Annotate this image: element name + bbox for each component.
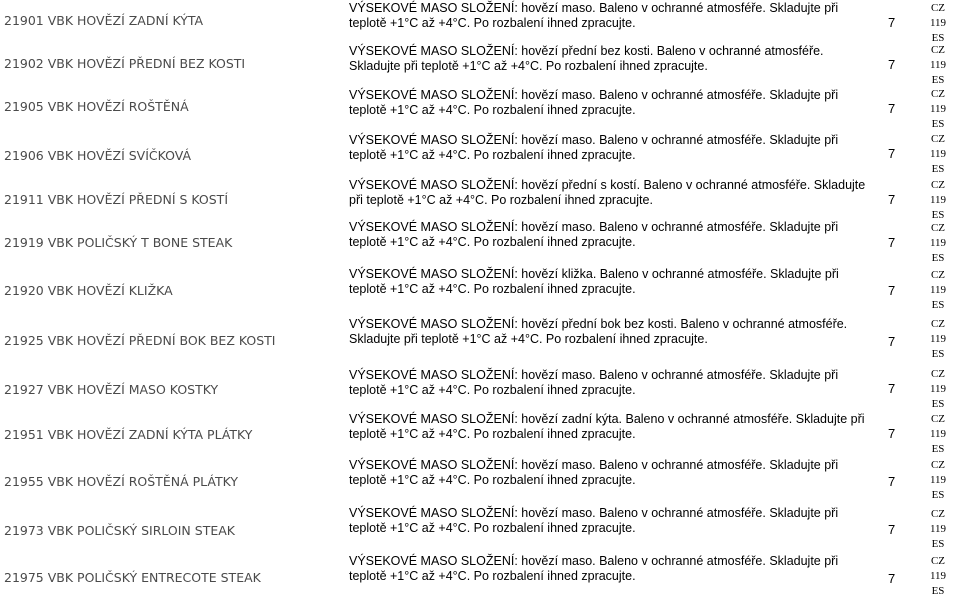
health-mark-country: CZ <box>930 44 946 56</box>
health-mark <box>926 507 950 552</box>
health-mark-country: CZ <box>930 88 946 100</box>
description-line: VÝSEKOVÉ MASO SLOŽENÍ: hovězí maso. Baleno v ochranné atmosféře. Skladujte při <box>349 368 839 382</box>
product-description <box>349 368 879 398</box>
product-description <box>349 506 879 536</box>
product-description <box>349 317 879 347</box>
shelf-life-days: 7 <box>888 146 896 161</box>
product-name: 21951 VBK HOVĚZÍ ZADNÍ KÝTA PLÁTKY <box>4 427 253 442</box>
health-mark-suffix: ES <box>931 74 945 86</box>
product-description <box>349 178 879 208</box>
description-line: VÝSEKOVÉ MASO SLOŽENÍ: hovězí kližka. Baleno v ochranné atmosféře. Skladujte při <box>349 267 839 281</box>
health-mark-number: 119 <box>929 284 947 296</box>
product-name: 21919 VBK POLIČSKÝ T BONE STEAK <box>4 235 233 250</box>
product-description <box>349 220 879 250</box>
description-line: teplotě +1°C až +4°C. Po rozbalení ihned zpracujte. <box>349 148 636 162</box>
health-mark-suffix: ES <box>931 585 945 597</box>
health-mark-suffix: ES <box>931 32 945 44</box>
health-mark <box>926 43 950 88</box>
product-name: 21925 VBK HOVĚZÍ PŘEDNÍ BOK BEZ KOSTI <box>4 333 276 348</box>
description-line: VÝSEKOVÉ MASO SLOŽENÍ: hovězí přední bez kosti. Baleno v ochranné atmosféře. <box>349 44 824 58</box>
health-mark <box>926 554 950 599</box>
shelf-life-days: 7 <box>888 57 896 72</box>
health-mark <box>926 412 950 457</box>
product-name: 21920 VBK HOVĚZÍ KLIŽKA <box>4 283 173 298</box>
description-line: Skladujte při teplotě +1°C až +4°C. Po rozbalení ihned zpracujte. <box>349 59 708 73</box>
shelf-life-days: 7 <box>888 235 896 250</box>
health-mark-country: CZ <box>930 555 946 567</box>
health-mark-suffix: ES <box>931 299 945 311</box>
health-mark-country: CZ <box>930 459 946 471</box>
product-name: 21911 VBK HOVĚZÍ PŘEDNÍ S KOSTÍ <box>4 192 228 207</box>
product-name: 21902 VBK HOVĚZÍ PŘEDNÍ BEZ KOSTI <box>4 56 246 71</box>
health-mark <box>926 458 950 503</box>
health-mark-country: CZ <box>930 368 946 380</box>
shelf-life-days: 7 <box>888 283 896 298</box>
shelf-life-days: 7 <box>888 426 896 441</box>
description-line: VÝSEKOVÉ MASO SLOŽENÍ: hovězí maso. Baleno v ochranné atmosféře. Skladujte při <box>349 88 839 102</box>
product-name: 21975 VBK POLIČSKÝ ENTRECOTE STEAK <box>4 570 261 585</box>
health-mark <box>926 178 950 223</box>
health-mark <box>926 87 950 132</box>
health-mark-suffix: ES <box>931 163 945 175</box>
health-mark-number: 119 <box>929 59 947 71</box>
health-mark-suffix: ES <box>931 398 945 410</box>
shelf-life-days: 7 <box>888 15 896 30</box>
health-mark-suffix: ES <box>931 538 945 550</box>
product-description <box>349 458 879 488</box>
health-mark-suffix: ES <box>931 209 945 221</box>
health-mark-number: 119 <box>929 570 947 582</box>
product-name: 21906 VBK HOVĚZÍ SVÍČKOVÁ <box>4 148 192 163</box>
description-line: teplotě +1°C až +4°C. Po rozbalení ihned zpracujte. <box>349 427 636 441</box>
product-name: 21905 VBK HOVĚZÍ ROŠTĚNÁ <box>4 99 189 114</box>
health-mark <box>926 132 950 177</box>
description-line: VÝSEKOVÉ MASO SLOŽENÍ: hovězí maso. Baleno v ochranné atmosféře. Skladujte při <box>349 458 839 472</box>
description-line: teplotě +1°C až +4°C. Po rozbalení ihned zpracujte. <box>349 16 636 30</box>
description-line: teplotě +1°C až +4°C. Po rozbalení ihned zpracujte. <box>349 473 636 487</box>
health-mark-suffix: ES <box>931 443 945 455</box>
description-line: VÝSEKOVÉ MASO SLOŽENÍ: hovězí přední bok bez kosti. Baleno v ochranné atmosféře. <box>349 317 848 331</box>
health-mark <box>926 221 950 266</box>
health-mark-suffix: ES <box>931 348 945 360</box>
description-line: teplotě +1°C až +4°C. Po rozbalení ihned zpracujte. <box>349 282 636 296</box>
health-mark-number: 119 <box>929 103 947 115</box>
description-line: VÝSEKOVÉ MASO SLOŽENÍ: hovězí maso. Baleno v ochranné atmosféře. Skladujte při <box>349 220 839 234</box>
health-mark-country: CZ <box>930 133 946 145</box>
product-description <box>349 88 879 118</box>
product-description <box>349 1 879 31</box>
shelf-life-days: 7 <box>888 192 896 207</box>
description-line: VÝSEKOVÉ MASO SLOŽENÍ: hovězí přední s kostí. Baleno v ochranné atmosféře. Skladujte <box>349 178 866 192</box>
shelf-life-days: 7 <box>888 381 896 396</box>
product-name: 21927 VBK HOVĚZÍ MASO KOSTKY <box>4 382 219 397</box>
health-mark-number: 119 <box>929 148 947 160</box>
product-description <box>349 267 879 297</box>
health-mark-number: 119 <box>929 194 947 206</box>
health-mark-country: CZ <box>930 318 946 330</box>
health-mark <box>926 1 950 46</box>
health-mark <box>926 317 950 362</box>
description-line: VÝSEKOVÉ MASO SLOŽENÍ: hovězí zadní kýta. Baleno v ochranné atmosféře. Skladujte při <box>349 412 865 426</box>
health-mark-number: 119 <box>929 523 947 535</box>
description-line: teplotě +1°C až +4°C. Po rozbalení ihned zpracujte. <box>349 103 636 117</box>
description-line: VÝSEKOVÉ MASO SLOŽENÍ: hovězí maso. Baleno v ochranné atmosféře. Skladujte při <box>349 133 839 147</box>
health-mark-suffix: ES <box>931 252 945 264</box>
health-mark-country: CZ <box>930 413 946 425</box>
health-mark-country: CZ <box>930 222 946 234</box>
product-description <box>349 44 879 74</box>
product-name: 21901 VBK HOVĚZÍ ZADNÍ KÝTA <box>4 13 204 28</box>
description-line: teplotě +1°C až +4°C. Po rozbalení ihned zpracujte. <box>349 383 636 397</box>
description-line: VÝSEKOVÉ MASO SLOŽENÍ: hovězí maso. Baleno v ochranné atmosféře. Skladujte při <box>349 554 839 568</box>
product-description <box>349 412 879 442</box>
description-line: Skladujte při teplotě +1°C až +4°C. Po rozbalení ihned zpracujte. <box>349 332 708 346</box>
health-mark-country: CZ <box>930 179 946 191</box>
product-name: 21955 VBK HOVĚZÍ ROŠTĚNÁ PLÁTKY <box>4 474 238 489</box>
product-description <box>349 133 879 163</box>
shelf-life-days: 7 <box>888 101 896 116</box>
shelf-life-days: 7 <box>888 571 896 586</box>
health-mark <box>926 367 950 412</box>
health-mark-suffix: ES <box>931 118 945 130</box>
description-line: teplotě +1°C až +4°C. Po rozbalení ihned zpracujte. <box>349 569 636 583</box>
health-mark-suffix: ES <box>931 489 945 501</box>
health-mark-number: 119 <box>929 333 947 345</box>
shelf-life-days: 7 <box>888 474 896 489</box>
description-line: teplotě +1°C až +4°C. Po rozbalení ihned zpracujte. <box>349 235 636 249</box>
health-mark-country: CZ <box>930 269 946 281</box>
health-mark-number: 119 <box>929 17 947 29</box>
shelf-life-days: 7 <box>888 334 896 349</box>
health-mark-number: 119 <box>929 474 947 486</box>
health-mark <box>926 268 950 313</box>
health-mark-number: 119 <box>929 428 947 440</box>
health-mark-number: 119 <box>929 383 947 395</box>
shelf-life-days: 7 <box>888 522 896 537</box>
description-line: VÝSEKOVÉ MASO SLOŽENÍ: hovězí maso. Baleno v ochranné atmosféře. Skladujte při <box>349 506 839 520</box>
product-description <box>349 554 879 584</box>
description-line: VÝSEKOVÉ MASO SLOŽENÍ: hovězí maso. Baleno v ochranné atmosféře. Skladujte při <box>349 1 839 15</box>
health-mark-country: CZ <box>930 2 946 14</box>
health-mark-country: CZ <box>930 508 946 520</box>
description-line: při teplotě +1°C až +4°C. Po rozbalení ihned zpracujte. <box>349 193 653 207</box>
health-mark-number: 119 <box>929 237 947 249</box>
description-line: teplotě +1°C až +4°C. Po rozbalení ihned zpracujte. <box>349 521 636 535</box>
product-name: 21973 VBK POLIČSKÝ SIRLOIN STEAK <box>4 523 235 538</box>
